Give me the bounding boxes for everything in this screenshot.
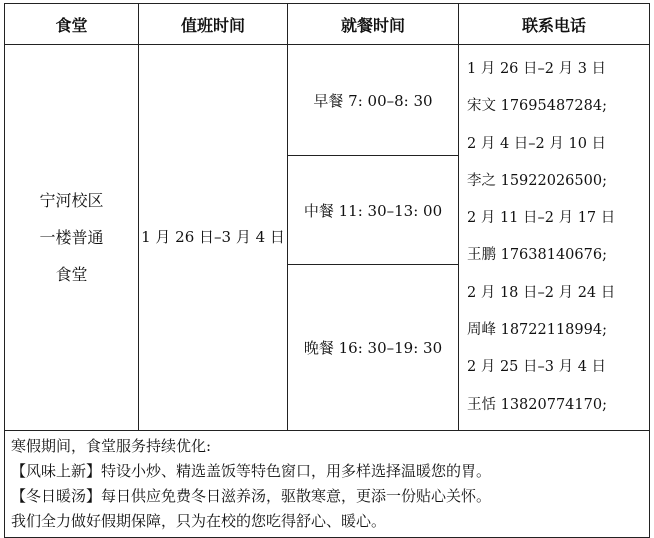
canteen-name-line: 宁河校区 [39, 190, 104, 210]
header-meal-time: 就餐时间 [288, 4, 459, 45]
contact-person-phone: 李之 15922026500; [467, 172, 607, 189]
contact-person-phone: 王恬 13820774170; [467, 396, 607, 413]
duty-period-cell: 1 月 26 日–3 月 4 日 [139, 45, 288, 431]
table-row [5, 45, 650, 156]
dinner-time-cell: 晚餐 16: 30–19: 30 [288, 264, 459, 430]
contact-date-range: 1 月 26 日–2 月 3 日 [467, 61, 607, 77]
canteen-name-line: 一楼普通 [39, 227, 104, 247]
table-header-row [5, 4, 650, 45]
canteen-name-line: 食堂 [55, 264, 88, 284]
contact-person-phone: 周峰 18722118994; [467, 322, 607, 339]
document-page [4, 3, 649, 528]
header-contact-phone: 联系电话 [459, 4, 650, 45]
notes-cell [5, 430, 650, 537]
lunch-time-cell: 中餐 11: 30–13: 00 [288, 156, 459, 264]
contact-date-range: 2 月 11 日–2 月 17 日 [467, 210, 616, 227]
notes-closing: 我们全力做好假期保障，只为在校的您吃得舒心、暖心。 [11, 511, 387, 530]
header-canteen: 食堂 [5, 4, 139, 45]
canteen-name-cell [5, 45, 139, 431]
notes-row [5, 430, 650, 537]
contact-person-phone: 宋文 17695487284; [467, 98, 607, 115]
contact-person-phone: 王鹏 17638140676; [467, 247, 607, 264]
canteen-schedule-table [4, 3, 650, 538]
breakfast-time-cell: 早餐 7: 00–8: 30 [288, 45, 459, 156]
header-duty-time: 值班时间 [139, 4, 288, 45]
contacts-cell [459, 45, 650, 431]
notes-flavor-item: 【风味上新】特设小炒、精选盖饭等特色窗口，用多样选择温暖您的胃。 [11, 461, 492, 480]
contact-date-range: 2 月 18 日–2 月 24 日 [467, 284, 616, 301]
contact-date-range: 2 月 4 日–2 月 10 日 [467, 135, 607, 152]
notes-soup-item: 【冬日暖汤】每日供应免费冬日滋养汤，驱散寒意，更添一份贴心关怀。 [11, 486, 492, 505]
contact-date-range: 2 月 25 日–3 月 4 日 [467, 359, 607, 376]
notes-intro: 寒假期间，食堂服务持续优化: [11, 436, 212, 455]
